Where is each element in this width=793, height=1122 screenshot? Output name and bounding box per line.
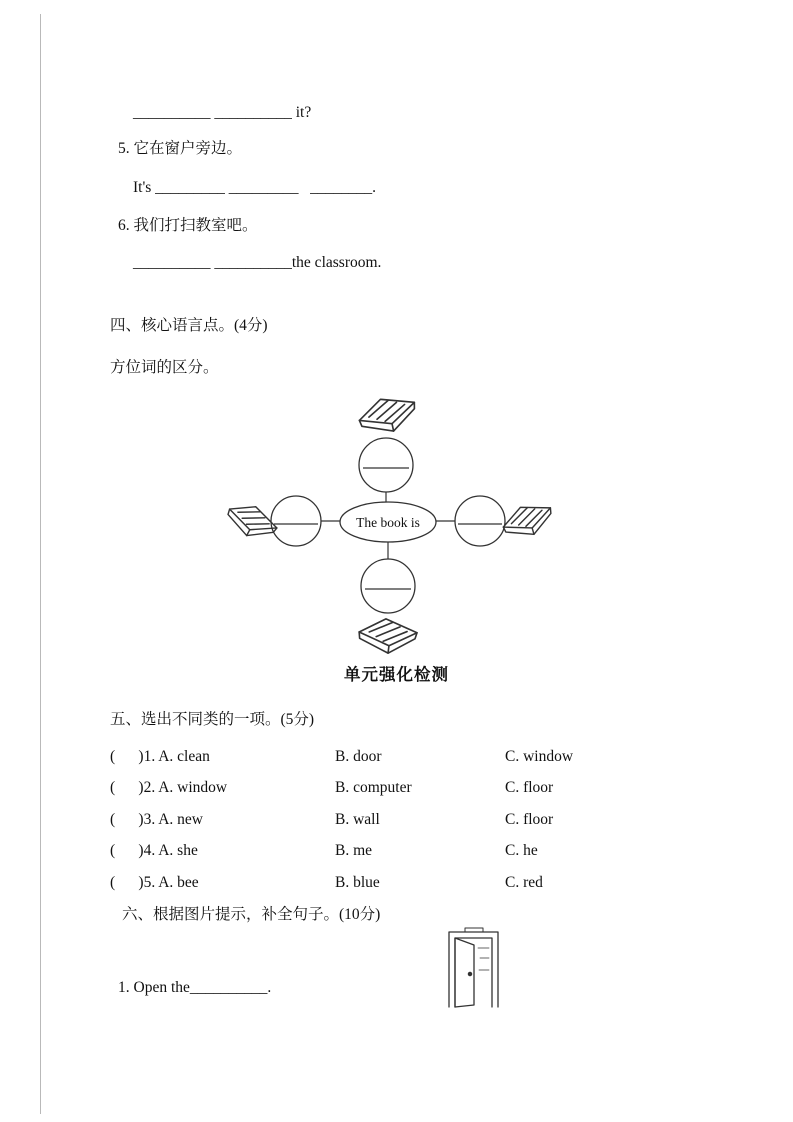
choice-option-b: B. blue xyxy=(335,873,380,891)
page-margin-line xyxy=(40,14,41,1114)
q6-prompt: 6. 我们打扫教室吧。 xyxy=(118,217,258,234)
choice-option-b: B. computer xyxy=(335,779,412,797)
diagram-center-ellipse xyxy=(340,502,436,542)
choice-label: ( )3. A. new xyxy=(110,810,203,828)
choice-label: ( )1. A. clean xyxy=(110,748,210,765)
choice-option-b: B. me xyxy=(335,842,373,860)
door-sketch xyxy=(443,926,505,1010)
answer-circle-right xyxy=(455,496,505,546)
q4-answer-line: __________ __________ it? xyxy=(133,104,312,121)
q1-sentence: 1. Open the__________. xyxy=(118,979,272,996)
door-knob xyxy=(468,972,471,975)
book-sketch-top xyxy=(356,393,419,438)
section4-title: 四、核心语言点。(4分) xyxy=(110,317,268,334)
choice-option-b: B. wall xyxy=(335,810,380,828)
choice-option-c: C. window xyxy=(505,748,574,765)
section5-title: 五、选出不同类的一项。(5分) xyxy=(110,711,315,728)
q5-answer-line: It's _________ _________ ________. xyxy=(133,179,377,196)
choice-option-c: C. floor xyxy=(505,810,554,828)
unit-test-heading: 单元强化检测 xyxy=(344,665,449,684)
answer-circle-bottom xyxy=(361,559,415,613)
door-hatching xyxy=(478,948,489,970)
diagram-center-label: The book is xyxy=(356,515,420,530)
choice-label: ( )2. A. window xyxy=(110,779,228,797)
section6-title: 六、根据图片提示，补全句子。(10分) xyxy=(122,906,381,923)
q6-answer-line: __________ __________the classroom. xyxy=(133,254,382,271)
position-words-diagram xyxy=(215,388,585,658)
choice-option-c: C. red xyxy=(505,873,543,891)
book-sketch-left xyxy=(222,496,281,546)
book-sketch-right xyxy=(499,499,556,541)
q5-prompt: 5. 它在窗户旁边。 xyxy=(118,140,243,157)
choice-option-b: B. door xyxy=(335,748,382,765)
choice-row xyxy=(110,842,573,873)
choice-label: ( )4. A. she xyxy=(110,842,198,860)
choice-row xyxy=(110,748,573,779)
choice-row xyxy=(110,779,573,810)
choice-label: ( )5. A. bee xyxy=(110,873,199,891)
answer-circle-top xyxy=(359,438,413,492)
section4-subtitle: 方位词的区分。 xyxy=(110,359,219,376)
section5-choices xyxy=(110,748,573,905)
choice-option-c: C. floor xyxy=(505,779,554,797)
book-sketch-bottom xyxy=(357,616,418,657)
answer-circle-left xyxy=(271,496,321,546)
choice-row xyxy=(110,811,573,842)
choice-row xyxy=(110,874,573,905)
choice-option-c: C. he xyxy=(505,842,538,860)
